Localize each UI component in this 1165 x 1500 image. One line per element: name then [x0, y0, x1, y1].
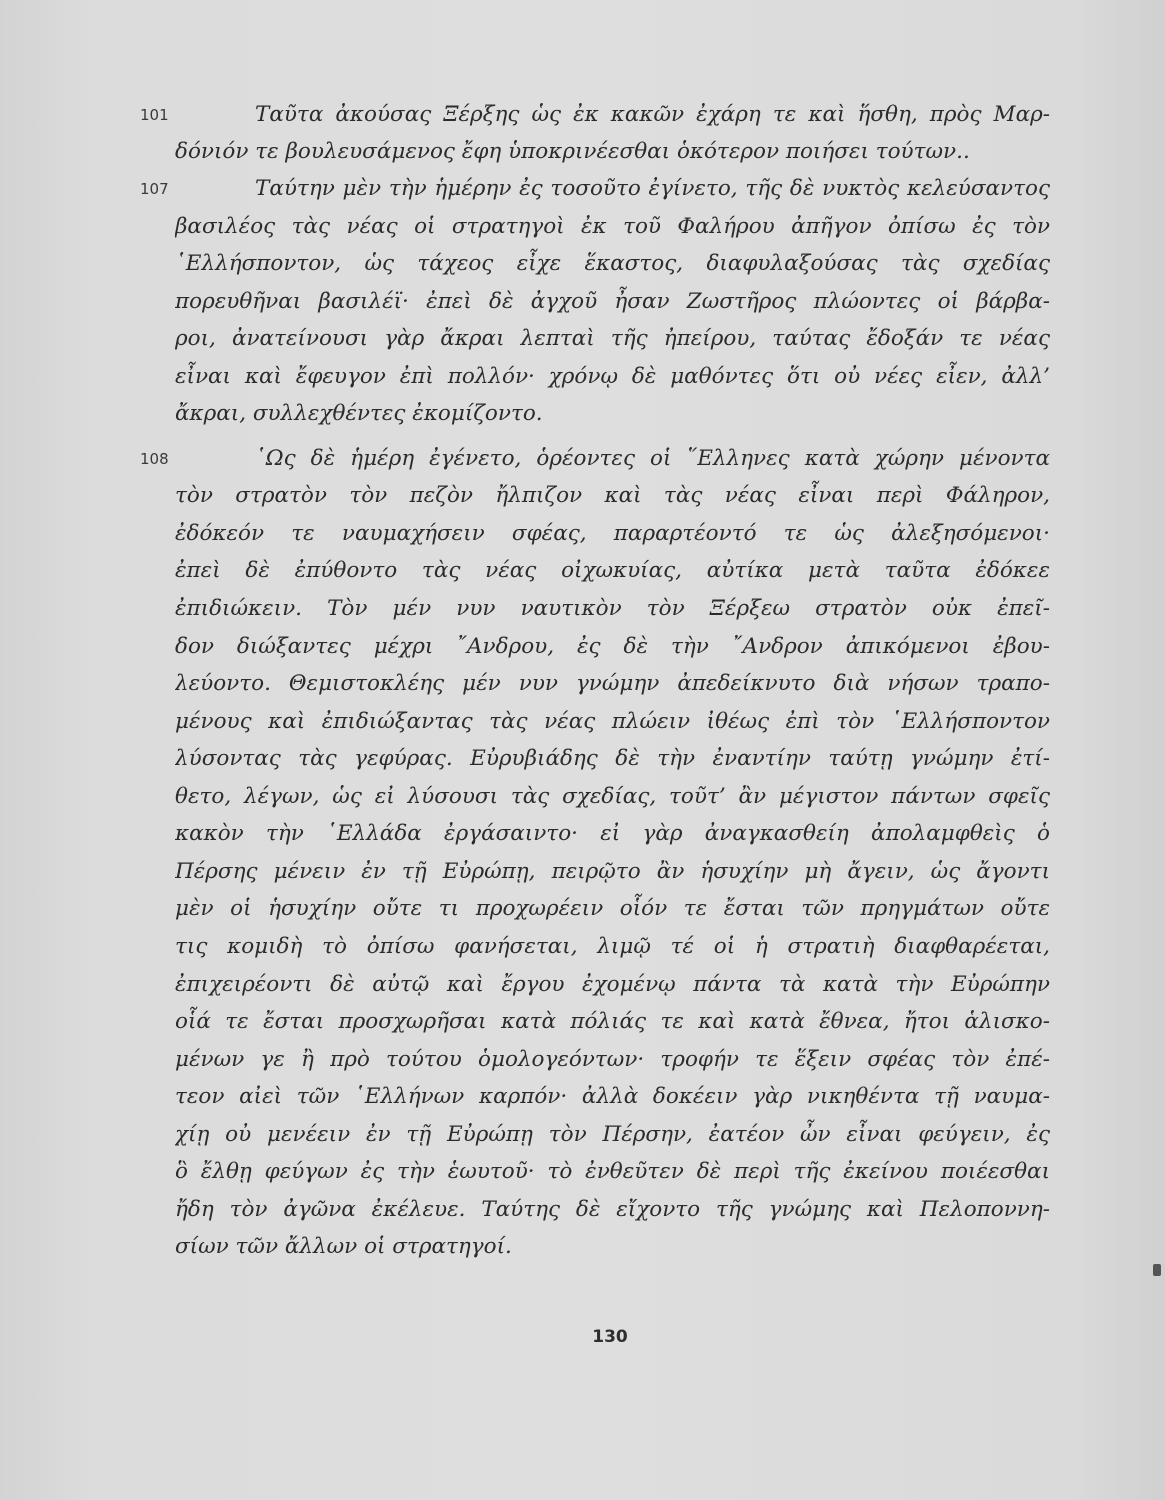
text-line: ὃ ἔλθῃ φεύγων ἐς τὴν ἑωυτοῦ· τὸ ἐνθεῦτεν δὲ περὶ τῆς ἐκείνου ποιέεσθαι: [175, 1159, 1050, 1184]
text-line: χίῃ οὐ μενέειν ἐν τῇ Εὐρώπῃ τὸν Πέρσην, ἐατέον ὦν εἶναι φεύγειν, ἐς: [175, 1122, 1050, 1147]
text-line: ἐδόκεόν τε ναυμαχήσειν σφέας, παραρτέοντό τε ὡς ἀλεξησόμενοι·: [175, 521, 1050, 546]
text-line: ἐπιχειρέοντι δὲ αὐτῷ καὶ ἔργου ἐχομένῳ πάντα τὰ κατὰ τὴν Εὐρώπην: [175, 972, 1050, 997]
text-line: τὸν στρατὸν τὸν πεζὸν ἤλπιζον καὶ τὰς νέας εἶναι περὶ Φάληρον,: [175, 483, 1050, 508]
text-line: θετο, λέγων, ὡς εἰ λύσουσι τὰς σχεδίας, τοῦτ’ ἂν μέγιστον πάντων σφεῖς: [175, 784, 1050, 809]
text-line: Ταῦτα ἀκούσας Ξέρξης ὡς ἐκ κακῶν ἐχάρη τε καὶ ἥσθη, πρὸς Μαρ-: [255, 102, 1050, 127]
text-line: Ταύτην μὲν τὴν ἡμέρην ἐς τοσοῦτο ἐγίνετο, τῆς δὲ νυκτὸς κελεύσαντος: [255, 176, 1050, 201]
text-line: ῾Ελλήσποντον, ὡς τάχεος εἶχε ἕκαστος, διαφυλαξούσας τὰς σχεδίας: [175, 251, 1050, 276]
text-line: μένων γε ἢ πρὸ τούτου ὁμολογεόντων· τροφήν τε ἕξειν σφέας τὸν ἐπέ-: [175, 1047, 1050, 1072]
text-line: εἶναι καὶ ἔφευγον ἐπὶ πολλόν· χρόνῳ δὲ μαθόντες ὅτι οὐ νέες εἶεν, ἀλλ’: [175, 364, 1050, 389]
text-line: ῾Ως δὲ ἡμέρη ἐγένετο, ὁρέοντες οἱ ῞Ελληνες κατὰ χώρην μένοντα: [255, 446, 1050, 471]
text-line: τεον αἰεὶ τῶν ῾Ελλήνων καρπόν· ἀλλὰ δοκέειν γὰρ νικηθέντα τῇ ναυμα-: [175, 1084, 1050, 1109]
text-line: σίων τῶν ἄλλων οἱ στρατηγοί.: [175, 1234, 512, 1259]
page-number: 130: [592, 1327, 628, 1347]
text-line: τις κομιδὴ τὸ ὀπίσω φανήσεται, λιμῷ τέ οἱ ἡ στρατιὴ διαφθαρέεται,: [175, 934, 1050, 959]
text-line: οἷά τε ἔσται προσχωρῆσαι κατὰ πόλιάς τε καὶ κατὰ ἔθνεα, ἤτοι ἁλισκο-: [175, 1009, 1050, 1034]
paragraph-number: 107: [140, 180, 169, 198]
text-line: λεύοντο. Θεμιστοκλέης μέν νυν γνώμην ἀπεδείκνυτο διὰ νήσων τραπο-: [175, 671, 1050, 696]
text-line: λύσοντας τὰς γεφύρας. Εὐρυβιάδης δὲ τὴν ἐναντίην ταύτῃ γνώμην ἐτί-: [175, 746, 1050, 771]
paragraph-number: 101: [140, 106, 169, 124]
text-line: δόνιόν τε βουλευσάμενος ἔφη ὑποκρινέεσθαι ὁκότερον ποιήσει τούτων..: [175, 139, 970, 164]
text-line: βασιλέος τὰς νέας οἱ στρατηγοὶ ἐκ τοῦ Φαλήρου ἀπῆγον ὀπίσω ἐς τὸν: [175, 214, 1050, 239]
text-line: ἐπεὶ δὲ ἐπύθοντο τὰς νέας οἰχωκυίας, αὐτίκα μετὰ ταῦτα ἐδόκεε: [175, 558, 1050, 583]
text-line: ἤδη τὸν ἀγῶνα ἐκέλευε. Ταύτης δὲ εἴχοντο τῆς γνώμης καὶ Πελοποννη-: [175, 1197, 1050, 1222]
text-line: ροι, ἀνατείνουσι γὰρ ἄκραι λεπταὶ τῆς ἠπείρου, ταύτας ἔδοξάν τε νέας: [175, 326, 1050, 351]
text-line: ἄκραι, συλλεχθέντες ἐκομίζοντο.: [175, 401, 543, 426]
text-line: Πέρσης μένειν ἐν τῇ Εὐρώπῃ, πειρῷτο ἂν ἡσυχίην μὴ ἄγειν, ὡς ἄγοντι: [175, 859, 1050, 884]
text-line: μένους καὶ ἐπιδιώξαντας τὰς νέας πλώειν ἰθέως ἐπὶ τὸν ῾Ελλήσποντον: [175, 709, 1050, 734]
text-line: κακὸν τὴν ῾Ελλάδα ἐργάσαιντο· εἰ γὰρ ἀναγκασθείη ἀπολαμφθεὶς ὁ: [175, 821, 1050, 846]
edge-mark: [1153, 1264, 1161, 1276]
text-line: δον διώξαντες μέχρι ῎Ανδρου, ἐς δὲ τὴν ῎Ανδρον ἀπικόμενοι ἐβου-: [175, 634, 1050, 659]
text-line: ἐπιδιώκειν. Τὸν μέν νυν ναυτικὸν τὸν Ξέρξεω στρατὸν οὐκ ἐπεῖ-: [175, 596, 1050, 621]
paragraph-number: 108: [140, 450, 169, 468]
text-line: πορευθῆναι βασιλέϊ· ἐπεὶ δὲ ἀγχοῦ ἦσαν Ζωστῆρος πλώοντες οἱ βάρβα-: [175, 289, 1050, 314]
text-line: μὲν οἱ ἡσυχίην οὔτε τι προχωρέειν οἷόν τε ἔσται τῶν πρηγμάτων οὔτε: [175, 896, 1050, 921]
